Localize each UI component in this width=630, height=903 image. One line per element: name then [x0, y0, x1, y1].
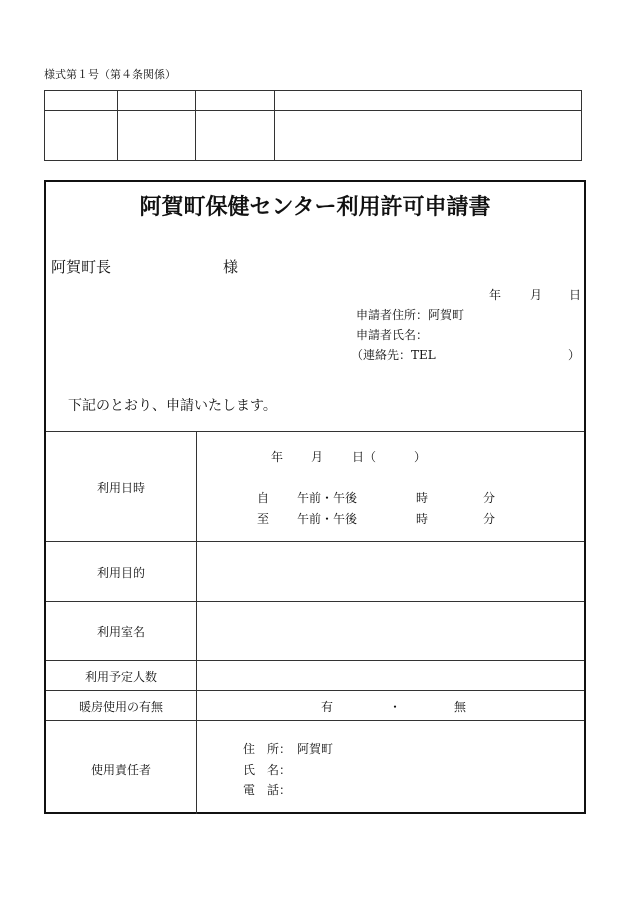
heating-no[interactable]: 無 [454, 700, 467, 714]
to-ampm[interactable]: 午前・午後 [297, 512, 358, 526]
stamp-cell[interactable] [275, 111, 582, 161]
usage-weekday-close: ） [414, 450, 427, 464]
from-minute[interactable]: 分 [483, 491, 496, 505]
application-form [44, 180, 586, 814]
heating-yes[interactable]: 有 [321, 700, 334, 714]
date-month[interactable]: 月 [530, 288, 543, 302]
responsible-name[interactable]: 氏 名： [243, 763, 292, 777]
attendees-field[interactable] [197, 661, 586, 689]
stamp-cell[interactable] [118, 111, 196, 161]
room-field[interactable] [197, 602, 586, 659]
approval-stamp-table [44, 90, 582, 161]
addressee: 阿賀町長 [51, 258, 112, 276]
row-divider [46, 690, 584, 691]
usage-year[interactable]: 年 [271, 450, 284, 464]
row-divider [46, 431, 584, 432]
stamp-cell [196, 91, 275, 111]
responsible-phone[interactable]: 電 話： [243, 783, 292, 797]
usage-month[interactable]: 月 [311, 450, 324, 464]
applicant-contact-close: ） [568, 348, 581, 362]
usage-day[interactable]: 日（ [352, 450, 377, 464]
stamp-cell[interactable] [45, 111, 118, 161]
row-divider [46, 720, 584, 721]
to-minute[interactable]: 分 [483, 512, 496, 526]
to-hour[interactable]: 時 [416, 512, 429, 526]
date-day[interactable]: 日 [569, 288, 582, 302]
applicant-contact[interactable]: （連絡先：TEL [351, 348, 436, 362]
from-hour[interactable]: 時 [416, 491, 429, 505]
label-attendees: 利用予定人数 [84, 670, 157, 684]
to-prefix: 至 [257, 512, 270, 526]
label-purpose: 利用目的 [96, 566, 145, 580]
purpose-field[interactable] [197, 542, 586, 600]
responsible-address[interactable]: 住 所： 阿賀町 [243, 742, 334, 756]
date-year[interactable]: 年 [489, 288, 502, 302]
heating-separator: ・ [389, 700, 402, 714]
label-responsible: 使用責任者 [90, 763, 151, 777]
label-heating: 暖房使用の有無 [78, 700, 163, 714]
label-room: 利用室名 [96, 625, 145, 639]
intro-text: 下記のとおり、申請いたします。 [68, 398, 277, 414]
label-usage-datetime: 利用日時 [96, 481, 145, 495]
stamp-cell[interactable] [196, 111, 275, 161]
stamp-cell [118, 91, 196, 111]
form-title: 阿賀町保健センター利用許可申請書 [139, 194, 491, 220]
form-number: 様式第１号（第４条関係） [44, 68, 176, 81]
stamp-cell [45, 91, 118, 111]
applicant-address[interactable]: 申請者住所：阿賀町 [356, 308, 465, 322]
from-ampm[interactable]: 午前・午後 [297, 491, 358, 505]
honorific: 様 [223, 258, 239, 276]
stamp-cell [275, 91, 582, 111]
from-prefix: 自 [257, 491, 270, 505]
applicant-name[interactable]: 申請者氏名： [356, 328, 429, 342]
